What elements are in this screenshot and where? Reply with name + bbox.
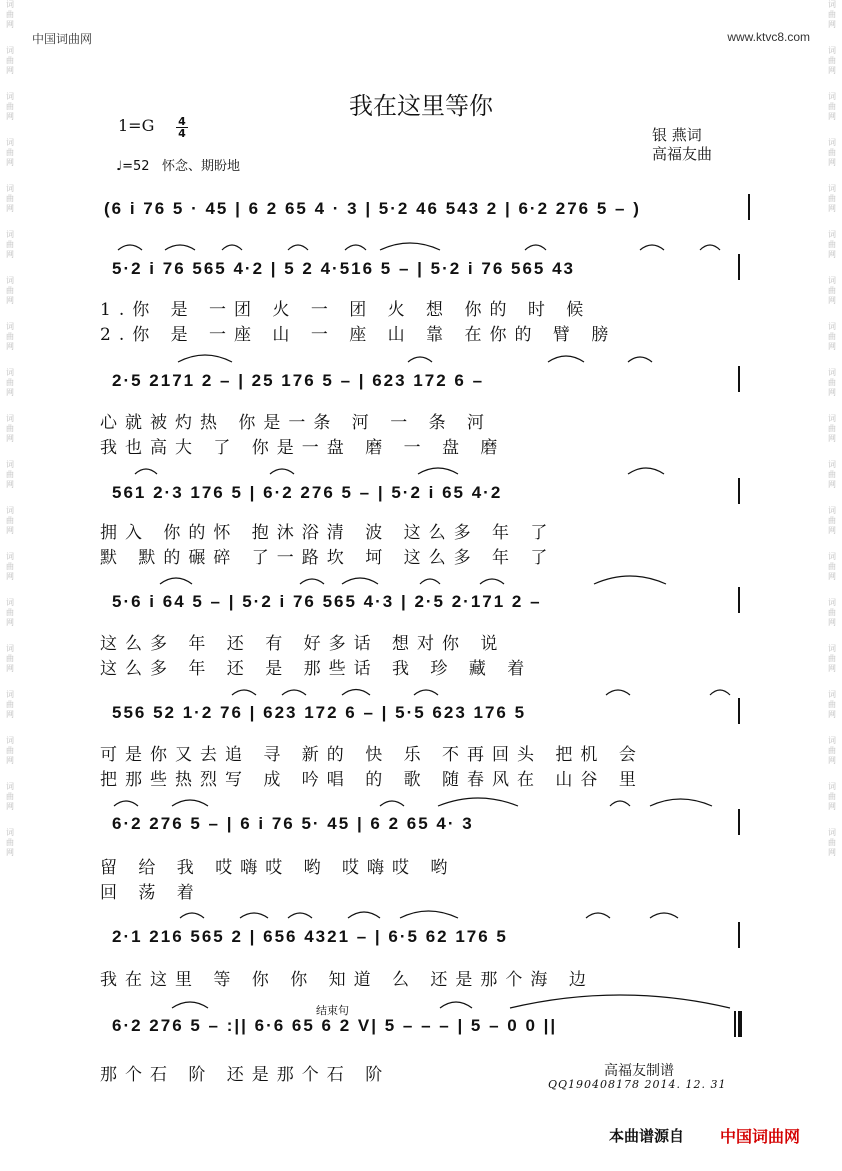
lyric-line-3b: 默 默的碾碎 了一路坎 坷 这么多 年 了 xyxy=(100,548,556,568)
song-title: 我在这里等你 xyxy=(349,92,493,120)
watermark-glyph: 词 xyxy=(6,782,14,791)
watermark-glyph: 曲 xyxy=(828,102,836,111)
watermark-glyph: 网 xyxy=(6,158,14,167)
watermark-glyph: 词 xyxy=(6,184,14,193)
watermark-glyph: 网 xyxy=(6,480,14,489)
watermark-glyph: 词 xyxy=(6,322,14,331)
arranger-signature: 高福友制谱 xyxy=(604,1063,674,1079)
notation-line-6: 6·2 276 5 – | 6 i 76 5· 45 | 6 2 65 4· 3 xyxy=(112,814,474,833)
watermark-glyph: 曲 xyxy=(828,286,836,295)
qq-date-note: QQ190408178 2014. 12. 31 xyxy=(548,1078,727,1091)
watermark-glyph: 曲 xyxy=(828,792,836,801)
watermark-glyph: 曲 xyxy=(828,240,836,249)
meter-bottom: 4 xyxy=(176,127,188,139)
tempo-value: =52 xyxy=(122,159,150,174)
watermark-glyph: 曲 xyxy=(6,378,14,387)
watermark-glyph: 曲 xyxy=(6,516,14,525)
tempo-expression: 怀念、期盼地 xyxy=(161,159,240,174)
lyric-line-6b: 回 荡 着 xyxy=(100,883,202,903)
watermark-glyph: 网 xyxy=(6,434,14,443)
watermark-glyph: 网 xyxy=(828,204,836,213)
watermark-glyph: 网 xyxy=(828,20,836,29)
key-signature: 1=G xyxy=(118,116,155,135)
lyric-line-7a: 我在这里 等 你 你 知道 么 还是那个海 边 xyxy=(100,970,594,990)
watermark-glyph: 曲 xyxy=(828,424,836,433)
watermark-glyph: 词 xyxy=(828,368,836,377)
lyric-line-8a: 那个石 阶 还是那个石 阶 xyxy=(100,1065,391,1085)
watermark-glyph: 曲 xyxy=(6,332,14,341)
watermark-glyph: 词 xyxy=(6,368,14,377)
watermark-glyph: 词 xyxy=(6,92,14,101)
watermark-glyph: 曲 xyxy=(6,286,14,295)
lyric-line-6a: 留 给 我 哎嗨哎 哟 哎嗨哎 哟 xyxy=(100,858,456,878)
watermark-glyph: 词 xyxy=(6,828,14,837)
watermark-glyph: 网 xyxy=(828,618,836,627)
watermark-glyph: 网 xyxy=(6,250,14,259)
watermark-glyph: 词 xyxy=(828,184,836,193)
watermark-glyph: 词 xyxy=(6,276,14,285)
notation-line-3: 561 2·3 176 5 | 6·2 276 5 – | 5·2 i 65 4·2 xyxy=(112,483,503,502)
watermark-glyph: 网 xyxy=(828,66,836,75)
watermark-glyph: 曲 xyxy=(828,56,836,65)
watermark-glyph: 曲 xyxy=(6,148,14,157)
watermark-glyph: 词 xyxy=(6,230,14,239)
quarter-note-icon: ♩ xyxy=(116,159,123,174)
watermark-glyph: 网 xyxy=(6,112,14,121)
barline xyxy=(738,254,740,280)
intro-notation: (6 i 76 5 · 45 | 6 2 65 4 · 3 | 5·2 46 543 2 | 6·2 276 5 – ) xyxy=(104,199,641,218)
watermark-glyph: 曲 xyxy=(828,746,836,755)
barline xyxy=(738,366,740,392)
watermark-glyph: 网 xyxy=(828,802,836,811)
watermark-glyph: 曲 xyxy=(6,838,14,847)
lyric-line-2a: 心就被灼热 你是一条 河 一 条 河 xyxy=(100,413,493,433)
watermark-glyph: 词 xyxy=(6,552,14,561)
lyricist: 银 燕词 xyxy=(652,126,702,144)
watermark-glyph: 网 xyxy=(6,848,14,857)
watermark-glyph: 词 xyxy=(828,414,836,423)
watermark-glyph: 曲 xyxy=(828,378,836,387)
watermark-glyph: 曲 xyxy=(6,240,14,249)
watermark-glyph: 曲 xyxy=(828,10,836,19)
watermark-glyph: 曲 xyxy=(828,470,836,479)
watermark-glyph: 网 xyxy=(828,756,836,765)
watermark-glyph: 网 xyxy=(6,572,14,581)
notation-line-7: 2·1 216 565 2 | 656 4321 – | 6·5 62 176 5 xyxy=(112,927,508,946)
time-signature xyxy=(176,116,188,139)
watermark-glyph: 曲 xyxy=(6,792,14,801)
watermark-glyph: 网 xyxy=(828,848,836,857)
watermark-glyph: 网 xyxy=(6,66,14,75)
barline xyxy=(738,922,740,948)
watermark-glyph: 词 xyxy=(828,460,836,469)
meter-top: 4 xyxy=(178,115,186,128)
watermark-glyph: 词 xyxy=(6,460,14,469)
watermark-glyph: 曲 xyxy=(828,194,836,203)
watermark-glyph: 网 xyxy=(828,296,836,305)
watermark-glyph: 词 xyxy=(828,92,836,101)
final-barline-thick xyxy=(738,1011,742,1037)
watermark-glyph: 曲 xyxy=(6,700,14,709)
watermark-glyph: 曲 xyxy=(6,470,14,479)
watermark-glyph: 网 xyxy=(6,710,14,719)
watermark-glyph: 曲 xyxy=(828,332,836,341)
watermark-glyph: 词 xyxy=(6,506,14,515)
watermark-glyph: 网 xyxy=(6,204,14,213)
watermark-glyph: 曲 xyxy=(828,654,836,663)
watermark-glyph: 网 xyxy=(6,802,14,811)
watermark-glyph: 曲 xyxy=(6,56,14,65)
watermark-glyph: 网 xyxy=(6,342,14,351)
watermark-glyph: 词 xyxy=(828,276,836,285)
left-watermark-strip xyxy=(2,0,18,1171)
watermark-glyph: 曲 xyxy=(6,562,14,571)
watermark-glyph: 词 xyxy=(828,598,836,607)
watermark-glyph: 词 xyxy=(828,552,836,561)
watermark-glyph: 词 xyxy=(6,644,14,653)
watermark-glyph: 网 xyxy=(6,618,14,627)
watermark-glyph: 曲 xyxy=(6,608,14,617)
watermark-glyph: 曲 xyxy=(828,608,836,617)
watermark-glyph: 词 xyxy=(6,690,14,699)
lyric-line-1a: 1.你 是 一团 火 一 团 火 想 你的 时 候 xyxy=(100,300,592,320)
watermark-glyph: 词 xyxy=(828,690,836,699)
watermark-glyph: 网 xyxy=(828,572,836,581)
lyric-line-2b: 我也高大 了 你是一盘 磨 一 盘 磨 xyxy=(100,438,506,458)
barline xyxy=(738,809,740,835)
watermark-glyph: 曲 xyxy=(828,562,836,571)
watermark-glyph: 词 xyxy=(828,736,836,745)
lyric-line-4a: 这么多 年 还 有 好多话 想对你 说 xyxy=(100,634,506,654)
watermark-glyph: 曲 xyxy=(828,516,836,525)
notation-line-5: 556 52 1·2 76 | 623 172 6 – | 5·5 623 176 5 xyxy=(112,703,527,722)
watermark-glyph: 词 xyxy=(6,138,14,147)
lyric-line-5b: 把那些热烈写 成 吟唱 的 歌 随春风在 山谷 里 xyxy=(100,770,644,790)
watermark-glyph: 词 xyxy=(6,414,14,423)
ending-label: 结束句 xyxy=(316,1004,349,1017)
watermark-glyph: 曲 xyxy=(6,424,14,433)
watermark-glyph: 词 xyxy=(828,46,836,55)
watermark-glyph: 网 xyxy=(828,434,836,443)
watermark-glyph: 词 xyxy=(828,782,836,791)
source-site-link[interactable]: 中国词曲网 xyxy=(720,1127,801,1146)
source-label: 本曲谱源自 xyxy=(609,1127,685,1145)
watermark-glyph: 网 xyxy=(828,664,836,673)
watermark-glyph: 网 xyxy=(6,526,14,535)
watermark-glyph: 词 xyxy=(6,736,14,745)
watermark-glyph: 曲 xyxy=(828,148,836,157)
watermark-glyph: 网 xyxy=(828,388,836,397)
watermark-glyph: 网 xyxy=(828,342,836,351)
watermark-glyph: 词 xyxy=(828,506,836,515)
watermark-glyph: 词 xyxy=(828,138,836,147)
barline xyxy=(738,478,740,504)
watermark-glyph: 网 xyxy=(828,526,836,535)
watermark-glyph: 曲 xyxy=(828,700,836,709)
watermark-glyph: 网 xyxy=(828,710,836,719)
lyric-line-1b: 2.你 是 一座 山 一 座 山 靠 在你的 臂 膀 xyxy=(100,325,617,345)
notation-line-8: 6·2 276 5 – :|| 6·6 65 6 2 V| 5 – – – | 5 – 0 0 || xyxy=(112,1016,558,1035)
watermark-glyph: 网 xyxy=(828,480,836,489)
watermark-glyph: 词 xyxy=(828,644,836,653)
watermark-glyph: 词 xyxy=(828,828,836,837)
watermark-glyph: 网 xyxy=(6,388,14,397)
lyric-line-3a: 拥入 你的怀 抱沐浴清 波 这么多 年 了 xyxy=(100,523,556,543)
watermark-glyph: 网 xyxy=(828,112,836,121)
watermark-glyph: 网 xyxy=(828,250,836,259)
watermark-glyph: 词 xyxy=(6,0,14,9)
notation-line-4: 5·6 i 64 5 – | 5·2 i 76 565 4·3 | 2·5 2·171 2 – xyxy=(112,592,542,611)
watermark-glyph: 网 xyxy=(6,664,14,673)
watermark-glyph: 网 xyxy=(6,296,14,305)
lyric-line-4b: 这么多 年 还 是 那些话 我 珍 藏 着 xyxy=(100,659,533,679)
final-barline-thin xyxy=(734,1011,736,1037)
barline xyxy=(738,698,740,724)
watermark-glyph: 词 xyxy=(828,322,836,331)
site-url: www.ktvc8.com xyxy=(727,30,810,44)
tempo-marking xyxy=(116,155,240,174)
site-name-cn: 中国词曲网 xyxy=(32,32,93,46)
watermark-glyph: 曲 xyxy=(6,746,14,755)
watermark-glyph: 曲 xyxy=(6,194,14,203)
credits xyxy=(652,126,712,164)
watermark-glyph: 曲 xyxy=(6,654,14,663)
watermark-glyph: 词 xyxy=(6,46,14,55)
right-watermark-strip xyxy=(824,0,840,1171)
watermark-glyph: 词 xyxy=(828,230,836,239)
watermark-glyph: 词 xyxy=(828,0,836,9)
watermark-glyph: 曲 xyxy=(828,838,836,847)
notation-line-1: 5·2 i 76 565 4·2 | 5 2 4·516 5 – | 5·2 i 76 565 43 xyxy=(112,259,575,278)
watermark-glyph: 网 xyxy=(828,158,836,167)
watermark-glyph: 曲 xyxy=(6,102,14,111)
watermark-glyph: 网 xyxy=(6,756,14,765)
notation-line-2: 2·5 2171 2 – | 25 176 5 – | 623 172 6 – xyxy=(112,371,485,390)
watermark-glyph: 词 xyxy=(6,598,14,607)
barline xyxy=(738,587,740,613)
composer: 高福友曲 xyxy=(652,145,713,163)
watermark-glyph: 网 xyxy=(6,20,14,29)
lyric-line-5a: 可是你又去追 寻 新的 快 乐 不再回头 把机 会 xyxy=(100,745,644,765)
barline xyxy=(748,194,750,220)
watermark-glyph: 曲 xyxy=(6,10,14,19)
